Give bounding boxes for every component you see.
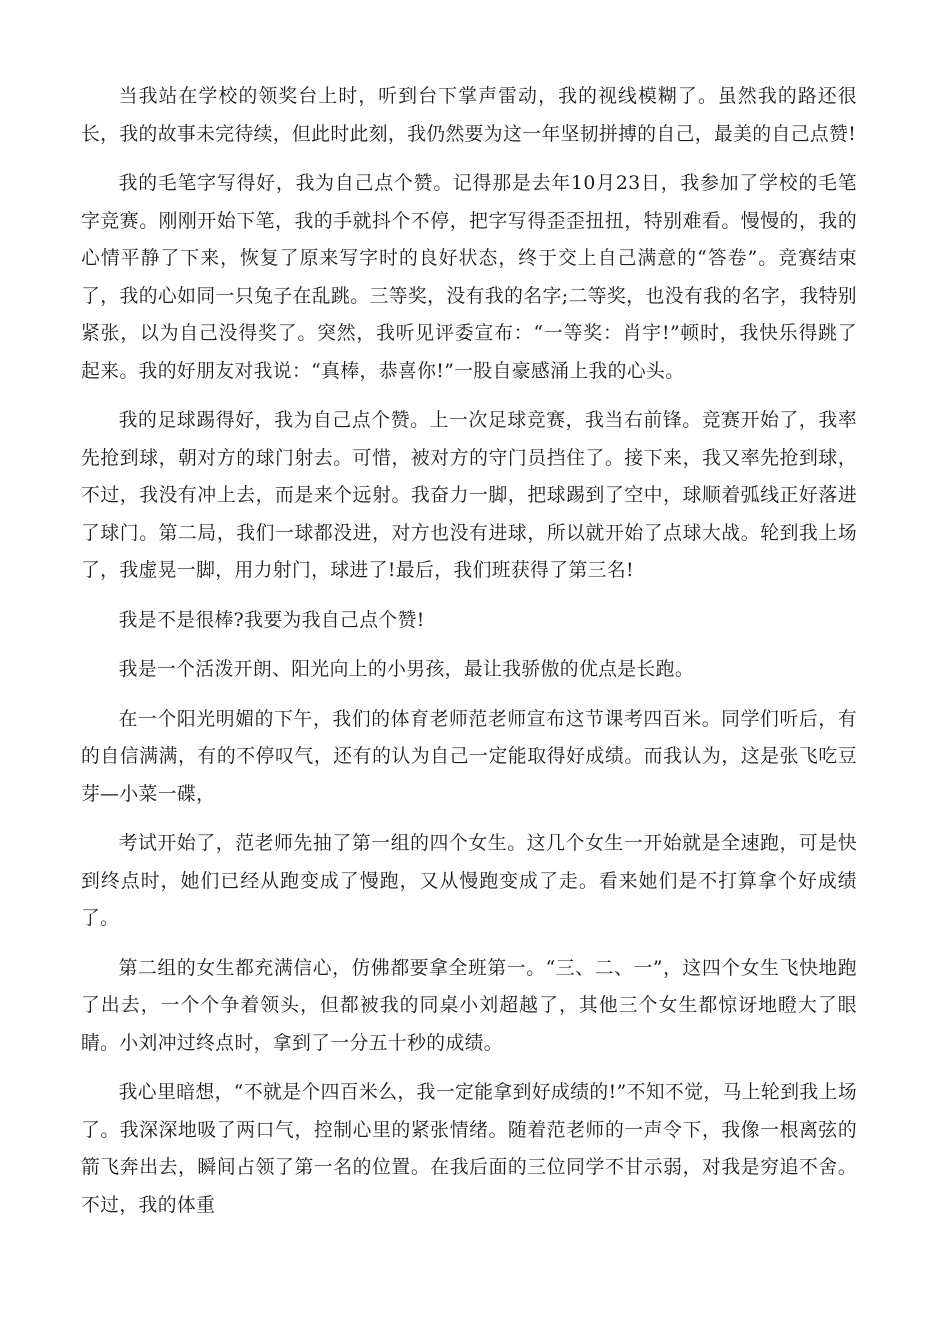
paragraph: 我是一个活泼开朗、阳光向上的小男孩，最让我骄傲的优点是长跑。 (118, 659, 695, 680)
document-body (81, 78, 857, 1236)
paragraph: 我是不是很棒?我要为我自己点个赞! (118, 609, 425, 631)
paragraph: 当我站在学校的领奖台上时，听到台下掌声雷动，我的视线模糊了。虽然我的路还很长，我的故事未完待续，但此时此刻，我仍然要为这一年坚韧拼搏的自己，最美的自己点赞! (81, 86, 857, 145)
paragraph: 考试开始了，范老师先抽了第一组的四个女生。这几个女生一开始就是全速跑，可是快到终点时，她们已经从跑变成了慢跑，又从慢跑变成了走。看来她们是不打算拿个好成绩了。 (81, 833, 857, 929)
paragraph: 我的足球踢得好，我为自己点个赞。上一次足球竞赛，我当右前锋。竞赛开始了，我率先抢到球，朝对方的球门射去。可惜，被对方的守门员挡住了。接下来，我又率先抢到球，不过，我没有冲上去，而是来个远射。我奋力一脚，把球踢到了空中，球顺着弧线正好落进了球门。第二局，我们一球都没进，对方也没有进球，所以就开始了点球大战。轮到我上场了，我虚晃一脚，用力射门，球进了!最后，我们班获得了第三名! (81, 410, 857, 581)
paragraph: 第二组的女生都充满信心，仿佛都要拿全班第一。“三、二、一”，这四个女生飞快地跑了出去，一个个争着领头，但都被我的同桌小刘超越了，其他三个女生都惊讶地瞪大了眼睛。小刘冲过终点时，拿到了一分五十秒的成绩。 (81, 957, 857, 1054)
paragraph: 我的毛笔字写得好，我为自己点个赞。记得那是去年10月23日，我参加了学校的毛笔字竞赛。刚刚开始下笔，我的手就抖个不停，把字写得歪歪扭扭，特别难看。慢慢的，我的心情平静了下来，恢复了原来写字时的良好状态，终于交上自己满意的“答卷”。竞赛结束了，我的心如同一只兔子在乱跳。三等奖，没有我的名字;二等奖，也没有我的名字，我特别紧张，以为自己没得奖了。突然，我听见评委宣布：“一等奖：肖宇!”顿时，我快乐得跳了起来。我的好朋友对我说：“真棒，恭喜你!”一股自豪感涌上我的心头。 (81, 173, 857, 382)
paragraph: 在一个阳光明媚的下午，我们的体育老师范老师宣布这节课考四百米。同学们听后，有的自信满满，有的不停叹气，还有的认为自己一定能取得好成绩。而我认为，这是张飞吃豆芽—小菜一碟， (81, 708, 857, 805)
paragraph: 我心里暗想，“不就是个四百米么，我一定能拿到好成绩的!”不知不觉，马上轮到我上场了。我深深地吸了两口气，控制心里的紧张情绪。随着范老师的一声令下，我像一根离弦的箭飞奔出去，瞬间占领了第一名的位置。在我后面的三位同学不甘示弱，对我是穷追不舍。不过，我的体重 (81, 1082, 857, 1216)
